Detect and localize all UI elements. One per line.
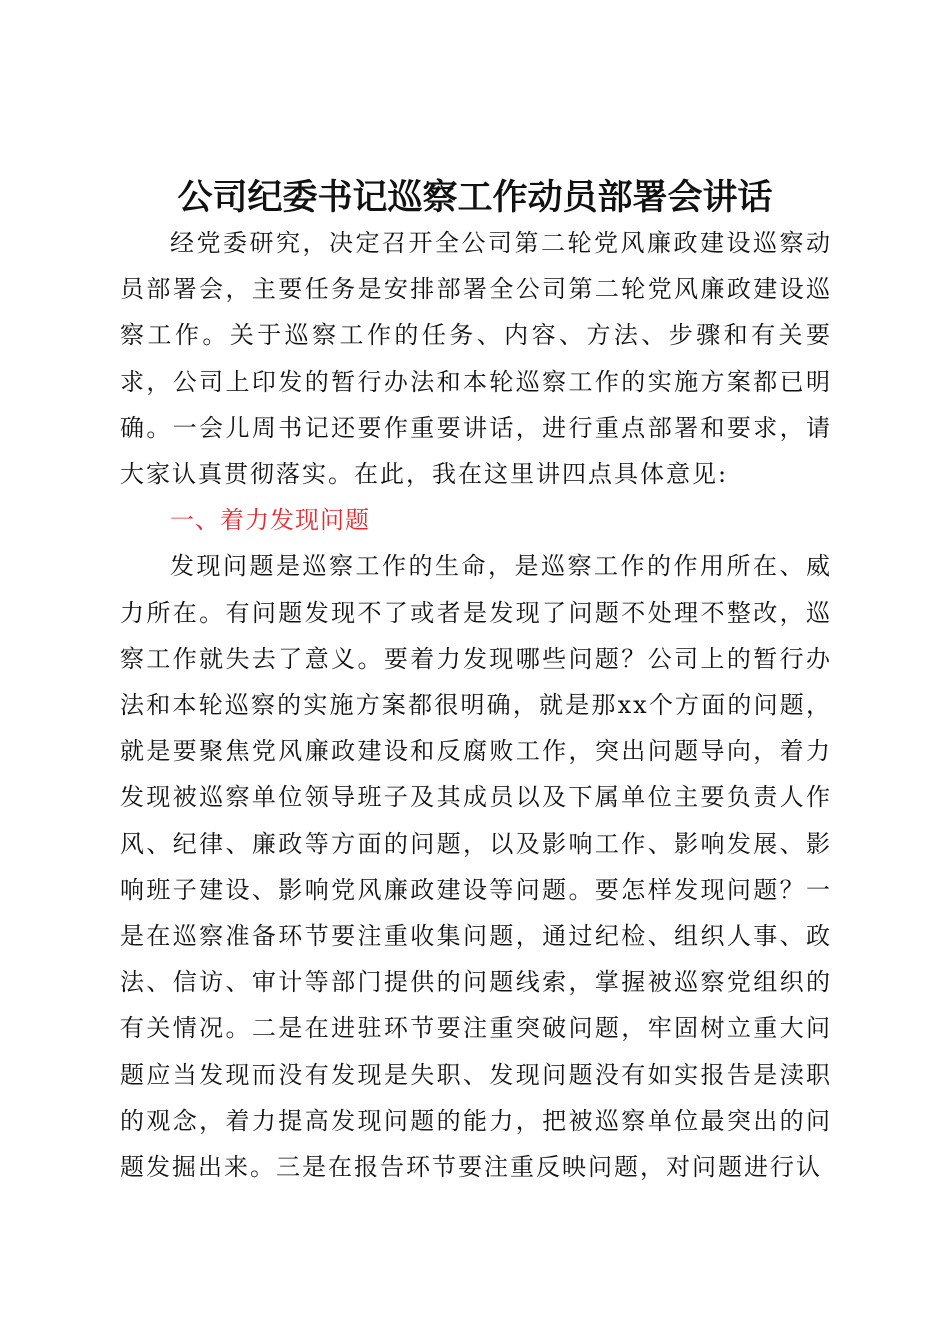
section-1-paragraph: 发现问题是巡察工作的生命，是巡察工作的作用所在、威力所在。有问题发现不了或者是发现了问题不处理不整改，巡察工作就失去了意义。要着力发现哪些问题？公司上的暂行办法和本轮巡察的实施方案都很明确，就是那xx个方面的问题，就是要聚焦党风廉政建设和反腐败工作，突出问题导向，着力发现被巡察单位领导班子及其成员以及下属单位主要负责人作风、纪律、廉政等方面的问题，以及影响工作、影响发展、影响班子建设、影响党风廉政建设等问题。要怎样发现问题？一是在巡察准备环节要注重收集问题，通过纪检、组织人事、政法、信访、审计等部门提供的问题线索，掌握被巡察党组织的有关情况。二是在进驻环节要注重突破问题，牢固树立重大问题应当发现而没有发现是失职、发现问题没有如实报告是渎职的观念，着力提高发现问题的能力，把被巡察单位最突出的问题发掘出来。三是在报告环节要注重反映问题，对问题进行认: [120, 552, 832, 1182]
section-heading-1: 一、着力发现问题: [170, 506, 370, 535]
intro-paragraph: 经党委研究，决定召开全公司第二轮党风廉政建设巡察动员部署会，主要任务是安排部署全公司第二轮党风廉政建设巡察工作。关于巡察工作的任务、内容、方法、步骤和有关要求，公司上印发的暂行办法和本轮巡察工作的实施方案都已明确。一会儿周书记还要作重要讲话，进行重点部署和要求，请大家认真贯彻落实。在此，我在这里讲四点具体意见:: [120, 229, 832, 489]
document-title: 公司纪委书记巡察工作动员部署会讲话: [177, 178, 773, 218]
document-body: [120, 220, 832, 1190]
